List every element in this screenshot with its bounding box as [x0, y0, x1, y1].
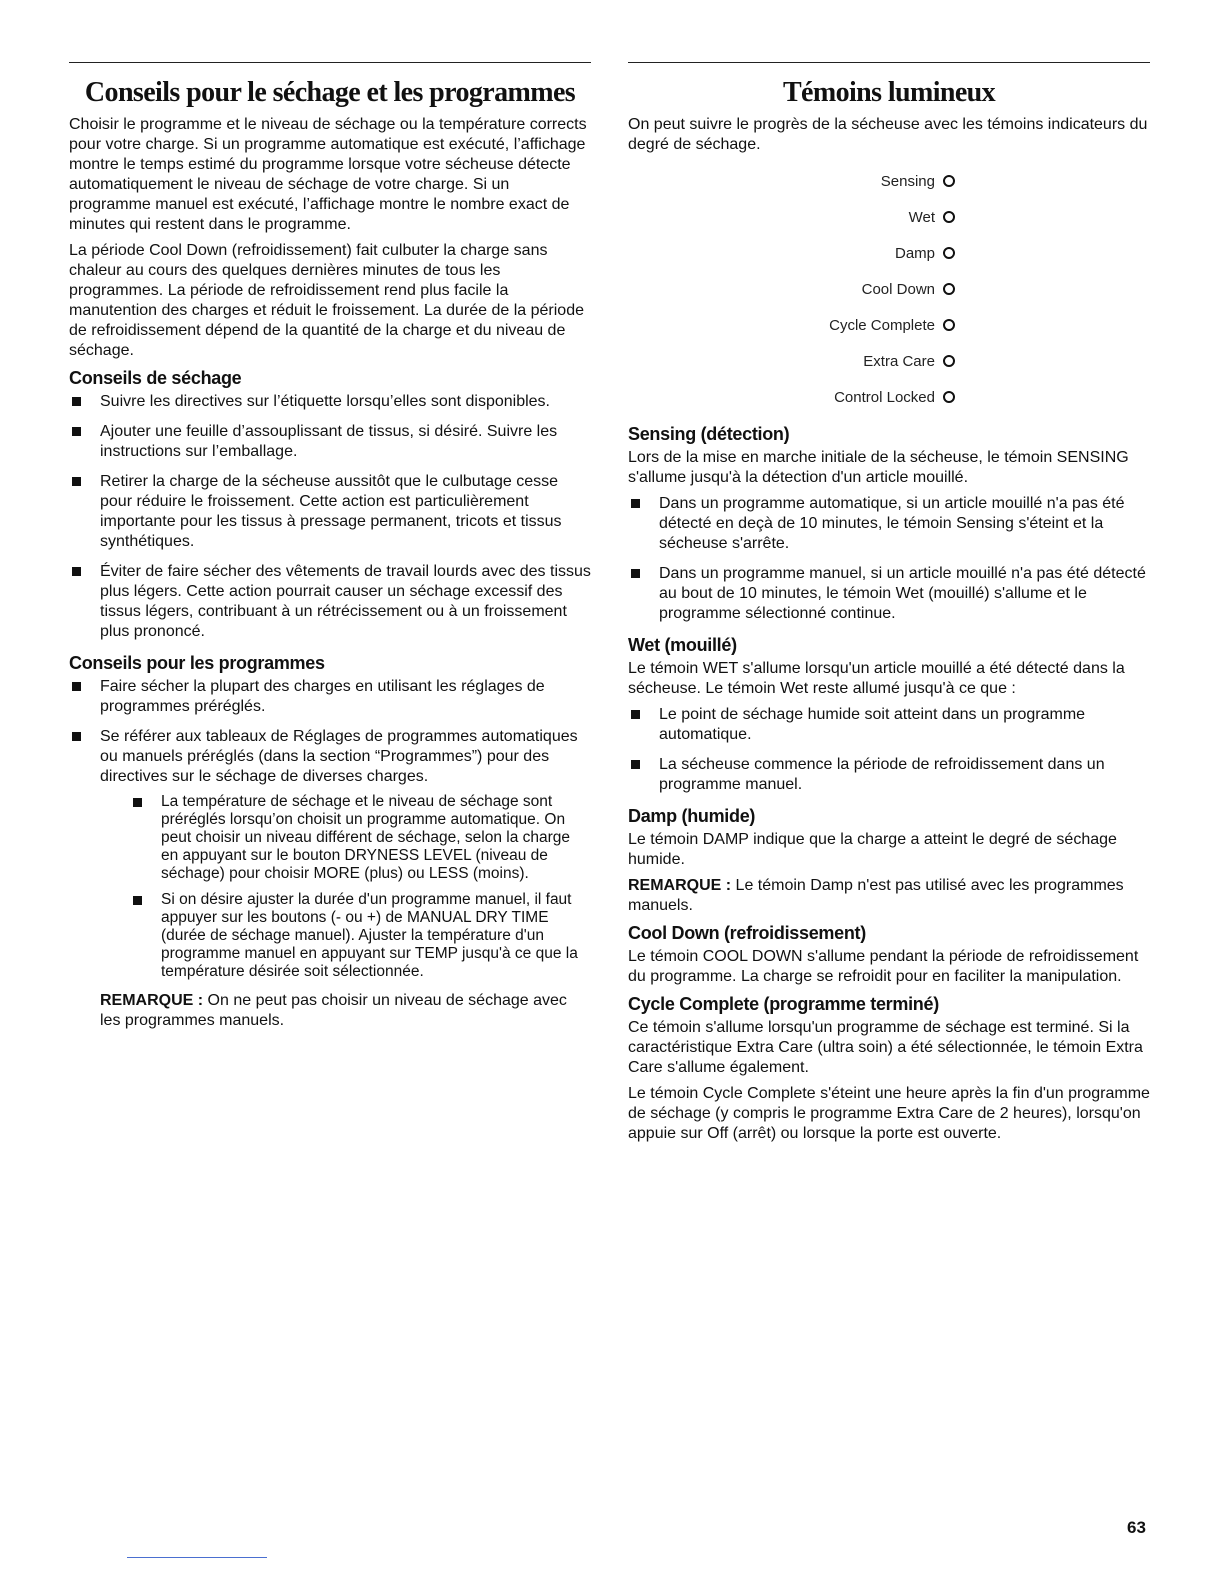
- sensing-list: [628, 494, 1150, 624]
- indicator-light-icon: [943, 283, 955, 295]
- list-item: Faire sécher la plupart des charges en utilisant les réglages de programmes préréglés.: [69, 677, 591, 717]
- paragraph: Le témoin WET s'allume lorsqu'un article mouillé a été détecté dans la sécheuse. Le témoin Wet reste allumé jusqu'à ce que :: [628, 660, 1125, 697]
- paragraph: Le témoin Cycle Complete s'éteint une heure après la fin d'un programme de séchage (y compris le programme Extra Care de 2 heures), lorsqu'on appuie sur Off (arrêt) ou lorsque la porte est ouverte.: [628, 1085, 1150, 1142]
- indicator-light-icon: [943, 175, 955, 187]
- indicator-label: Extra Care: [863, 352, 935, 370]
- note-label: REMARQUE :: [100, 992, 204, 1009]
- subheading-cool-down: Cool Down (refroidissement): [628, 923, 866, 943]
- list-item: Retirer la charge de la sécheuse aussitôt que le culbutage cesse pour réduire le froissement. Cette action est particulièrement importante pour les tissus à pressage permanent, tricots et tissus synthétiques.: [69, 472, 591, 552]
- indicator-label: Control Locked: [834, 388, 935, 406]
- paragraph: Choisir le programme et le niveau de séchage ou la température corrects pour votre charge. Si un programme automatique est exécuté, l’affichage montre le temps estimé du programme lorsque votre sécheuse détecte automatiquement le niveau de séchage de votre charge. Si un programme manuel est exécuté, l’affichage montre le nombre exact de minutes qui restent dans le programme.: [69, 116, 587, 233]
- left-column: [69, 62, 591, 1037]
- indicator-cool-down: [628, 271, 1150, 307]
- indicator-lights-panel: [628, 163, 1150, 415]
- sub-list-item: La température de séchage et le niveau de séchage sont préréglés lorsqu’on choisit un programme automatique. On peut choisir un niveau différent de séchage, selon la charge en appuyant sur le bouton DRYNESS LEVEL (niveau de séchage) pour choisir MORE (plus) ou LESS (moins).: [130, 793, 591, 883]
- indicator-cycle-complete: [628, 307, 1150, 343]
- indicator-control-locked: [628, 379, 1150, 415]
- subheading-damp: Damp (humide): [628, 806, 756, 826]
- indicator-damp: [628, 235, 1150, 271]
- list-item: Dans un programme automatique, si un article mouillé n'a pas été détecté en deçà de 10 minutes, le témoin Sensing s'éteint et la sécheuse s'arrête.: [628, 494, 1150, 554]
- paragraph: Le témoin COOL DOWN s'allume pendant la période de refroidissement du programme. La charge se refroidit pour en faciliter la manipulation.: [628, 948, 1139, 985]
- list-item: Éviter de faire sécher des vêtements de travail lourds avec des tissus plus légers. Cette action pourrait causer un séchage excessif des tissus légers, contribuant à un rétrécissement ou à un froissement plus prononcé.: [69, 562, 591, 642]
- indicator-label: Cool Down: [861, 280, 935, 298]
- paragraph: On peut suivre le progrès de la sécheuse avec les témoins indicateurs du degré de séchage.: [628, 116, 1148, 153]
- section-title: Conseils pour le séchage et les programmes: [84, 77, 576, 108]
- list-item: [69, 727, 591, 981]
- list-item: La sécheuse commence la période de refroidissement dans un programme manuel.: [628, 755, 1150, 795]
- subheading-sensing: Sensing (détection): [628, 424, 790, 444]
- wet-list: [628, 705, 1150, 795]
- sub-list: [130, 793, 591, 981]
- subheading-wet: Wet (mouillé): [628, 635, 737, 655]
- note-text: Le témoin Damp n'est pas utilisé avec les programmes manuels.: [628, 877, 1124, 914]
- page-number: 63: [1127, 1518, 1146, 1537]
- indicator-extra-care: [628, 343, 1150, 379]
- drying-tips-list: [69, 392, 591, 642]
- list-item-text: Se référer aux tableaux de Réglages de programmes automatiques ou manuels préréglés (dans la section “Programmes”) pour des directives sur le séchage de diverses charges.: [100, 728, 578, 785]
- indicator-sensing: [628, 163, 1150, 199]
- paragraph: Lors de la mise en marche initiale de la sécheuse, le témoin SENSING s'allume jusqu'à la détection d'un article mouillé.: [628, 449, 1129, 486]
- subheading-program-tips: Conseils pour les programmes: [69, 653, 325, 673]
- indicator-light-icon: [943, 391, 955, 403]
- list-item: Dans un programme manuel, si un article mouillé n'a pas été détecté au bout de 10 minutes, le témoin Wet (mouillé) s'allume et le programme sélectionné continue.: [628, 564, 1150, 624]
- indicator-label: Cycle Complete: [829, 316, 935, 334]
- note: [69, 991, 591, 1031]
- sub-list-item: Si on désire ajuster la durée d'un programme manuel, il faut appuyer sur les boutons (- ou +) de MANUAL DRY TIME (durée de séchage manuel). Ajuster la température d'un programme manuel en appuyant sur TEMP jusqu'à ce que la température désirée soit sélectionnée.: [130, 891, 591, 981]
- paragraph: Ce témoin s'allume lorsqu'un programme de séchage est terminé. Si la caractéristique Extra Care (ultra soin) a été sélectionnée, le témoin Extra Care s'allume également.: [628, 1019, 1143, 1076]
- paragraph: La période Cool Down (refroidissement) fait culbuter la charge sans chaleur au cours des quelques dernières minutes de tous les programmes. La période de refroidissement rend plus facile la manutention des charges et réduit le froissement. La durée de la période de refroidissement dépend de la quantité de la charge et du niveau de séchage.: [69, 242, 584, 359]
- bottom-divider: [127, 1557, 267, 1558]
- program-tips-list: [69, 677, 591, 981]
- note-label: REMARQUE :: [628, 877, 732, 894]
- list-item: Ajouter une feuille d’assouplissant de tissus, si désiré. Suivre les instructions sur l’emballage.: [69, 422, 591, 462]
- note: [628, 876, 1150, 916]
- list-item: Suivre les directives sur l’étiquette lorsqu’elles sont disponibles.: [69, 392, 591, 412]
- top-rule: [628, 62, 1150, 63]
- indicator-light-icon: [943, 211, 955, 223]
- subheading-cycle-complete: Cycle Complete (programme terminé): [628, 994, 939, 1014]
- note-text: On ne peut pas choisir un niveau de séchage avec les programmes manuels.: [100, 992, 567, 1029]
- subheading-drying-tips: Conseils de séchage: [69, 368, 242, 388]
- paragraph: Le témoin DAMP indique que la charge a atteint le degré de séchage humide.: [628, 831, 1117, 868]
- indicator-label: Wet: [908, 208, 935, 226]
- right-column: [628, 62, 1150, 1150]
- section-title: Témoins lumineux: [782, 77, 996, 108]
- indicator-light-icon: [943, 247, 955, 259]
- indicator-label: Sensing: [880, 172, 935, 190]
- indicator-label: Damp: [894, 244, 935, 262]
- indicator-light-icon: [943, 355, 955, 367]
- indicator-wet: [628, 199, 1150, 235]
- top-rule: [69, 62, 591, 63]
- list-item: Le point de séchage humide soit atteint dans un programme automatique.: [628, 705, 1150, 745]
- indicator-light-icon: [943, 319, 955, 331]
